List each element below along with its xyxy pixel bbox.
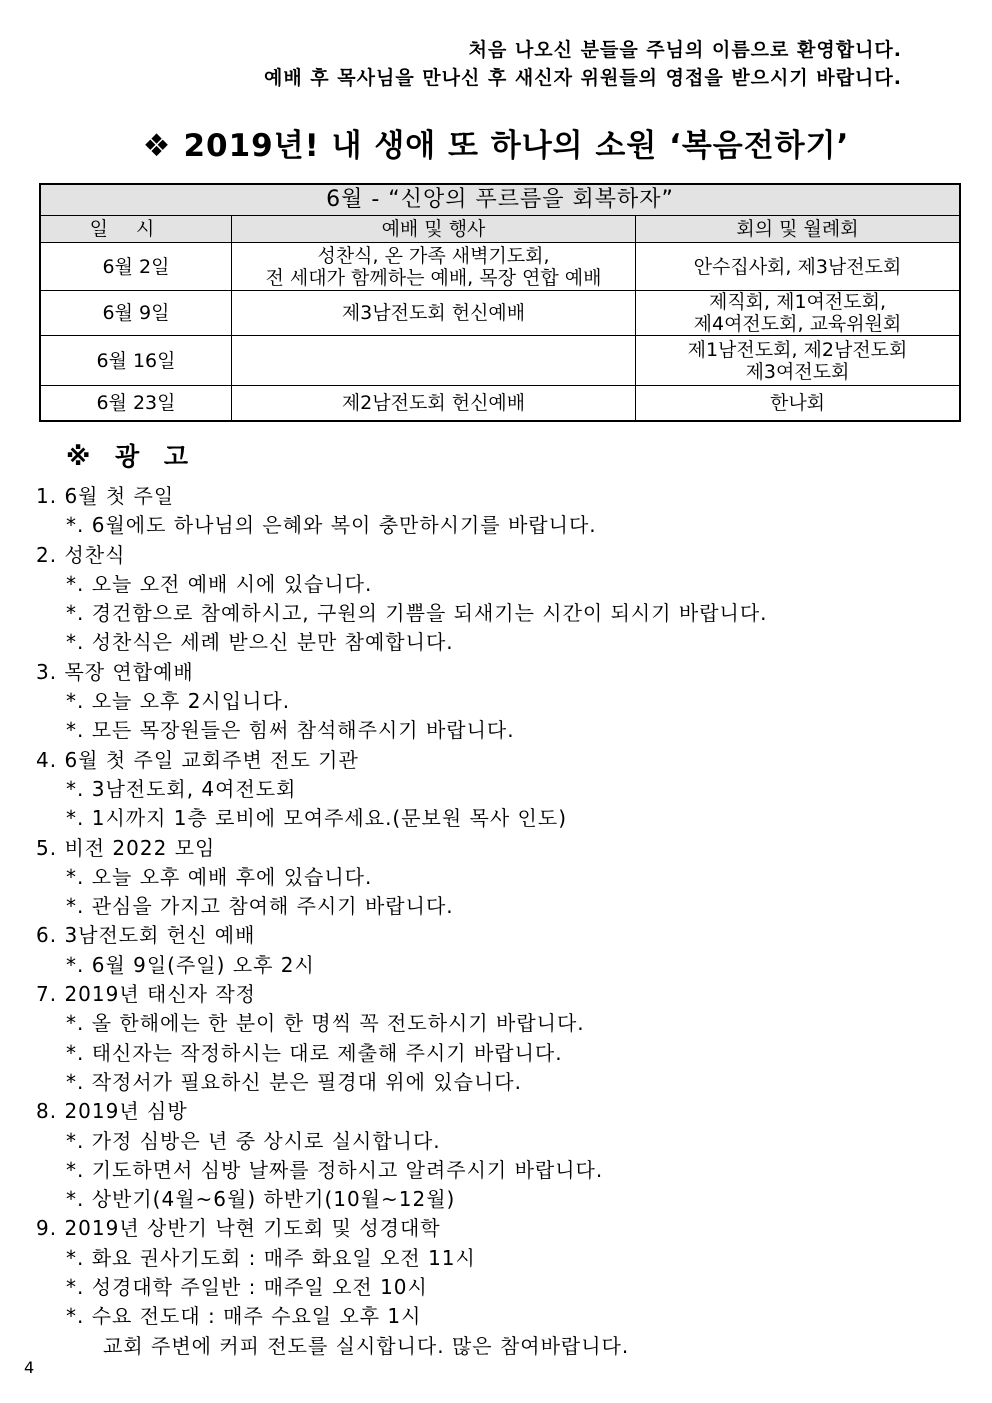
row-meeting [636,386,961,421]
welcome-line-2: 예배 후 목사님을 만나신 후 새신자 위원들의 영접을 받으시기 바랍니다. [263,67,902,89]
row-worship [232,336,636,386]
notice-continuation: 교회 주변에 커피 전도를 실시합니다. 많은 참여바랍니다. [103,1333,630,1358]
notice-detail: *. 성경대학 주일반 : 매주일 오전 10시 [66,1275,428,1300]
meeting-line: 제3여전도회 [745,360,850,383]
notice-heading: 3. 목장 연합예배 [36,659,194,684]
schedule-caption: 6월 - “신앙의 푸르름을 회복하자” [40,184,960,216]
header-date: 일시 [40,216,232,243]
notice-heading: 8. 2019년 심방 [36,1099,188,1124]
notice-detail: *. 1시까지 1층 로비에 모여주세요.(문보원 목사 인도) [66,806,567,831]
notice-detail: *. 올 한해에는 한 분이 한 명씩 꼭 전도하시기 바랍니다. [66,1011,585,1036]
meeting-line: 제직회, 제1여전도회, [708,291,887,313]
page-title-text: 2019년! 내 생애 또 하나의 소원 ‘복음전하기’ [183,128,850,164]
notice-detail: *. 모든 목장원들은 힘써 참석해주시기 바랍니다. [66,718,515,743]
notice-detail: *. 관심을 가지고 참여해 주시기 바랍니다. [66,894,454,919]
worship-line: 전 세대가 함께하는 예배, 목장 연합 예배 [265,266,602,289]
notice-detail: *. 화요 권사기도회 : 매주 화요일 오전 11시 [66,1245,476,1270]
notice-detail: *. 기도하면서 심방 날짜를 정하시고 알려주시기 바랍니다. [66,1157,604,1182]
notice-heading: 5. 비전 2022 모임 [36,835,216,860]
header-worship: 예배 및 행사 [232,216,636,243]
page-number: 4 [24,1358,35,1377]
welcome-message [264,36,902,92]
notice-detail: *. 6월에도 하나님의 은혜와 복이 충만하시기를 바랍니다. [66,513,597,538]
notice-detail: *. 상반기(4월~6월) 하반기(10월~12월) [66,1187,456,1212]
page-title [0,120,992,165]
notice-heading: 4. 6월 첫 주일 교회주변 전도 기관 [36,747,359,772]
notice-detail: *. 오늘 오후 예배 후에 있습니다. [66,864,373,889]
notice-detail: *. 가정 심방은 년 중 상시로 실시합니다. [66,1128,441,1153]
diamond-bullet-icon: ❖ [142,128,172,164]
welcome-line-1: 처음 나오신 분들을 주님의 이름으로 환영합니다. [468,39,902,61]
meeting-line: 한나회 [769,391,826,414]
notices-list [36,482,966,1361]
row-date: 6월 2일 [40,243,232,291]
meeting-line: 제1남전도회, 제2남전도회 [687,338,908,361]
notices-title: ※ 광 고 [66,442,197,471]
worship-line: 성찬식, 온 가족 새벽기도회, [317,244,550,267]
notice-heading: 9. 2019년 상반기 낙현 기도회 및 성경대학 [36,1216,441,1241]
notice-detail: *. 수요 전도대 : 매주 수요일 오후 1시 [66,1304,422,1329]
worship-line: 제3남전도회 헌신예배 [341,302,526,324]
table-row [40,336,960,386]
notice-heading: 2. 성찬식 [36,542,126,567]
meeting-line: 안수집사회, 제3남전도회 [693,255,902,278]
notice-detail: *. 6월 9일(주일) 오후 2시 [66,952,315,977]
row-meeting [636,291,961,336]
notice-detail: *. 3남전도회, 4여전도회 [66,776,297,801]
row-worship [232,243,636,291]
row-meeting [636,336,961,386]
worship-line: 제2남전도회 헌신예배 [341,391,526,414]
notice-detail: *. 오늘 오후 2시입니다. [66,689,291,714]
table-row [40,243,960,291]
table-row [40,291,960,336]
notice-heading: 6. 3남전도회 헌신 예배 [36,923,256,948]
row-worship [232,386,636,421]
row-worship [232,291,636,336]
notice-detail: *. 오늘 오전 예배 시에 있습니다. [66,571,373,596]
meeting-line: 제4여전도회, 교육위원회 [693,313,902,335]
row-meeting [636,243,961,291]
table-row [40,386,960,421]
header-meeting: 회의 및 월례회 [636,216,961,243]
notice-heading: 7. 2019년 태신자 작정 [36,982,256,1007]
notice-detail: *. 경건함으로 참예하시고, 구원의 기쁨을 되새기는 시간이 되시기 바랍니다. [66,601,768,626]
schedule-table [39,183,961,422]
notice-detail: *. 작정서가 필요하신 분은 필경대 위에 있습니다. [66,1069,522,1094]
row-date: 6월 9일 [40,291,232,336]
row-date: 6월 23일 [40,386,232,421]
notice-detail: *. 태신자는 작정하시는 대로 제출해 주시기 바랍니다. [66,1040,563,1065]
row-date: 6월 16일 [40,336,232,386]
notice-detail: *. 성찬식은 세례 받으신 분만 참예합니다. [66,630,454,655]
notice-heading: 1. 6월 첫 주일 [36,484,175,508]
